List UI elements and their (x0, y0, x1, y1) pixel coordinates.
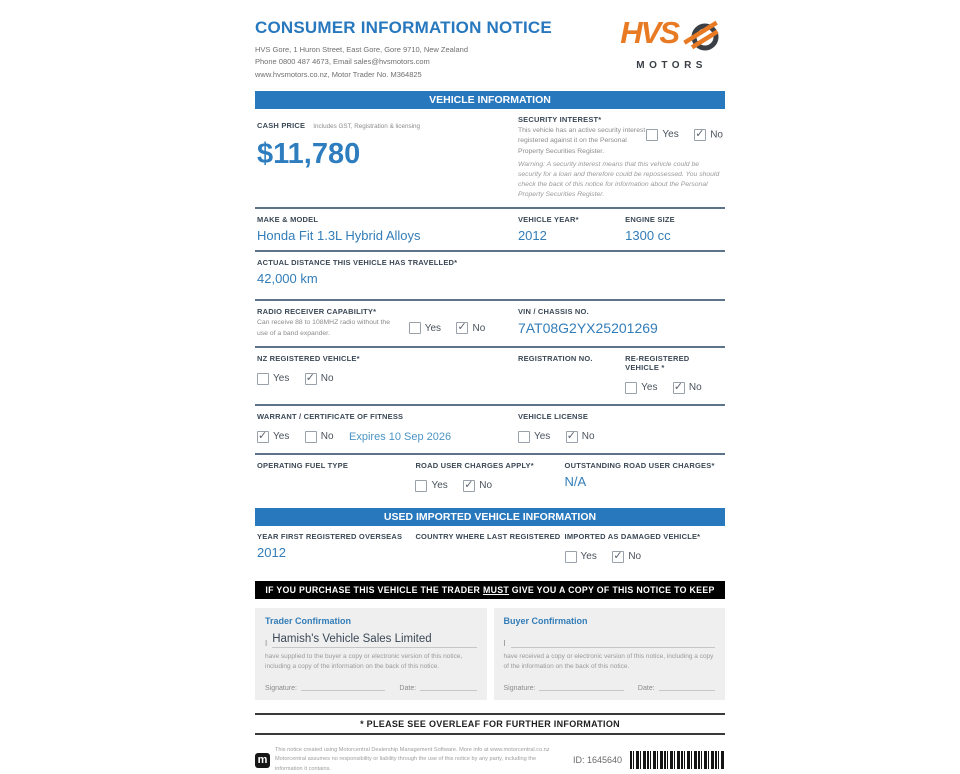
header (255, 15, 725, 81)
yes-checkbox[interactable] (257, 431, 269, 443)
warrant-field (257, 412, 518, 446)
trader-date-label: Date: (399, 684, 417, 692)
trader-confirmation-heading: Trader Confirmation (265, 615, 352, 626)
overleaf-note: * PLEASE SEE OVERLEAF FOR FURTHER INFORMATION (255, 713, 725, 735)
yes-label: Yes (533, 431, 551, 443)
make-model-field (257, 215, 518, 243)
warrant-license-row (255, 406, 725, 455)
re-registered-field (625, 354, 723, 397)
security-interest-description: This vehicle has an active security interest registered against it on the Personal Property Securities Register. (517, 127, 646, 155)
yes-label: Yes (424, 322, 442, 334)
no-checkbox[interactable] (566, 431, 578, 443)
trader-confirmation-box (255, 608, 487, 700)
trader-date-field[interactable] (420, 682, 476, 691)
header-left (255, 18, 552, 81)
price-security-row (255, 109, 725, 209)
radio-vin-row (255, 301, 725, 347)
yes-label: Yes (273, 373, 290, 385)
barcode (630, 751, 725, 769)
yes-label: Yes (580, 551, 597, 563)
vin-field (518, 307, 723, 338)
no-label: No (320, 373, 334, 385)
buyer-date-field[interactable] (659, 682, 715, 691)
vin-value: 7AT08G2YX25201269 (517, 320, 658, 337)
buyer-confirmation-box (494, 608, 726, 700)
yes-label: Yes (641, 382, 658, 394)
engine-size-label: ENGINE SIZE (625, 215, 675, 225)
notice-id: ID: 1645640 (572, 755, 622, 766)
nz-registered-field (257, 354, 518, 397)
re-registered-checkboxes (625, 379, 723, 397)
purchase-notice-banner (255, 581, 725, 599)
re-registered-label: RE-REGISTERED VEHICLE * (625, 353, 690, 372)
confirmation-section (255, 608, 725, 700)
fuel-ruc-row (255, 455, 725, 502)
security-interest-field (518, 115, 723, 200)
outstanding-ruc-value: N/A (564, 473, 587, 489)
security-interest-checkboxes (646, 126, 723, 157)
nz-registered-checkboxes (257, 370, 518, 388)
vehicle-information-banner: VEHICLE INFORMATION (255, 91, 725, 109)
purchase-notice-text: GIVE YOU A COPY OF THIS NOTICE TO KEEP (509, 584, 715, 595)
footer-line: This notice created using Motorcentral Dealership Management Software. More info at www.motorcentral.co.nz (275, 746, 550, 753)
engine-size-field (625, 215, 723, 243)
yes-checkbox[interactable] (518, 431, 530, 443)
yes-checkbox[interactable] (409, 322, 421, 334)
year-first-registered-value: 2012 (257, 544, 286, 560)
yes-label: Yes (273, 431, 290, 443)
road-user-charges-field (415, 461, 564, 495)
distance-label: ACTUAL DISTANCE THIS VEHICLE HAS TRAVELLED* (257, 258, 458, 268)
registration-row (255, 348, 725, 406)
buyer-name-field[interactable] (511, 633, 715, 648)
no-checkbox[interactable] (463, 480, 475, 492)
radio-capability-checkboxes (409, 320, 497, 338)
no-checkbox[interactable] (673, 382, 685, 394)
registration-no-field (518, 354, 625, 397)
cash-price-field (257, 115, 518, 200)
purchase-notice-must: MUST (482, 584, 510, 595)
outstanding-ruc-field (565, 461, 723, 495)
hvs-wheel-icon (681, 18, 723, 59)
yes-checkbox[interactable] (257, 373, 269, 385)
trader-prefix: I (265, 638, 268, 648)
vehicle-year-field (518, 215, 625, 243)
vin-label: VIN / CHASSIS NO. (517, 307, 589, 317)
radio-capability-note: Can receive 88 to 108MHZ radio without the use of a band expander. (257, 319, 390, 337)
trader-signature-label: Signature: (265, 684, 297, 692)
no-label: No (320, 431, 334, 443)
make-model-value: Honda Fit 1.3L Hybrid Alloys (257, 228, 421, 244)
security-interest-label: SECURITY INTEREST* (517, 115, 602, 125)
buyer-confirmation-heading: Buyer Confirmation (503, 615, 588, 626)
year-first-registered-label: YEAR FIRST REGISTERED OVERSEAS (257, 531, 403, 541)
nz-registered-label: NZ REGISTERED VEHICLE* (257, 353, 360, 363)
no-label: No (688, 382, 702, 394)
warrant-checkboxes (257, 428, 518, 446)
trader-signature-field[interactable] (301, 682, 386, 691)
buyer-confirmation-text: have received a copy or electronic version of this notice, including a copy of the information on the back of this notice. (503, 652, 714, 670)
country-last-registered-label: COUNTRY WHERE LAST REGISTERED (415, 531, 561, 541)
vehicle-license-checkboxes (518, 428, 723, 446)
no-label: No (479, 480, 493, 492)
no-checkbox[interactable] (305, 431, 317, 443)
no-label: No (472, 322, 486, 334)
footer (255, 746, 725, 774)
motorcentral-logo-icon: m (255, 753, 270, 768)
buyer-date-label: Date: (637, 684, 655, 692)
buyer-signature-label: Signature: (503, 684, 536, 692)
footer-disclaimer (275, 746, 563, 774)
trader-name-field[interactable]: Hamish's Vehicle Sales Limited (272, 633, 476, 648)
used-imported-row (255, 526, 725, 573)
road-user-charges-checkboxes (415, 477, 564, 495)
used-imported-banner: USED IMPORTED VEHICLE INFORMATION (255, 508, 725, 526)
no-checkbox[interactable] (305, 373, 317, 385)
yes-checkbox[interactable] (415, 480, 427, 492)
dealer-address (255, 44, 552, 81)
address-line: HVS Gore, 1 Huron Street, East Gore, Gore 9710, New Zealand (255, 45, 469, 54)
logo-text: HVS (620, 15, 678, 50)
fuel-type-field (257, 461, 415, 495)
purchase-notice-text: IF YOU PURCHASE THIS VEHICLE THE TRADER (265, 584, 483, 595)
hvs-motors-logo (620, 15, 723, 71)
outstanding-ruc-label: OUTSTANDING ROAD USER CHARGES* (564, 460, 715, 470)
distance-value: 42,000 km (257, 271, 318, 287)
vehicle-license-field (518, 412, 723, 446)
yes-label: Yes (662, 129, 679, 141)
no-label: No (628, 551, 642, 563)
yes-checkbox[interactable] (565, 551, 577, 563)
address-line: Phone 0800 487 4673, Email sales@hvsmotors.com (255, 57, 430, 67)
warrant-label: WARRANT / CERTIFICATE OF FITNESS (257, 411, 404, 421)
country-last-registered-field (415, 532, 564, 566)
consumer-information-notice (255, 15, 725, 774)
imported-damaged-label: IMPORTED AS DAMAGED VEHICLE* (564, 531, 701, 541)
buyer-prefix: I (503, 638, 506, 648)
registration-no-label: REGISTRATION NO. (517, 353, 593, 363)
fuel-type-label: OPERATING FUEL TYPE (257, 460, 349, 470)
imported-damaged-field (565, 532, 723, 566)
cash-price-sublabel: Includes GST, Registration & licensing (313, 123, 421, 131)
yes-checkbox[interactable] (625, 382, 637, 394)
vehicle-year-label: VEHICLE YEAR* (517, 215, 579, 225)
year-first-registered-field (257, 532, 415, 566)
make-model-row (255, 209, 725, 252)
cash-price-value: $11,780 (257, 138, 361, 171)
security-interest-warning: Warning: A security interest means that this vehicle could be security for a loan and therefore could be repossessed. You should check the back of this notice for information about the Personal Property Securities Register. (517, 160, 720, 199)
engine-size-value: 1300 cc (625, 228, 671, 244)
road-user-charges-label: ROAD USER CHARGES APPLY* (415, 460, 534, 470)
footer-line: Motorcentral assumes no responsibility or liability through the use of this notice by any party, including the information it contains. (275, 756, 537, 772)
address-line: www.hvsmotors.co.nz, Motor Trader No. M364825 (255, 69, 422, 79)
distance-field (257, 258, 723, 292)
radio-capability-label: RADIO RECEIVER CAPABILITY* (257, 307, 377, 317)
no-label: No (581, 431, 595, 443)
no-label: No (710, 129, 723, 141)
buyer-signature-field[interactable] (539, 682, 624, 691)
cash-price-label: CASH PRICE (257, 121, 306, 131)
no-checkbox[interactable] (612, 551, 624, 563)
vehicle-license-label: VEHICLE LICENSE (517, 411, 589, 421)
vehicle-year-value: 2012 (517, 228, 547, 244)
make-model-label: MAKE & MODEL (257, 215, 319, 225)
imported-damaged-checkboxes (565, 548, 723, 566)
logo-subtext: MOTORS (636, 60, 707, 71)
no-checkbox[interactable] (694, 129, 706, 141)
warrant-expiry: Expires 10 Sep 2026 (349, 430, 452, 443)
yes-checkbox[interactable] (646, 129, 658, 141)
distance-row (255, 252, 725, 301)
no-checkbox[interactable] (456, 322, 468, 334)
page-title: CONSUMER INFORMATION NOTICE (255, 18, 552, 37)
yes-label: Yes (431, 480, 448, 492)
trader-confirmation-text: have supplied to the buyer a copy or electronic version of this notice, including a copy of the information on the back of this notice. (265, 652, 463, 670)
radio-capability-field (257, 307, 518, 338)
